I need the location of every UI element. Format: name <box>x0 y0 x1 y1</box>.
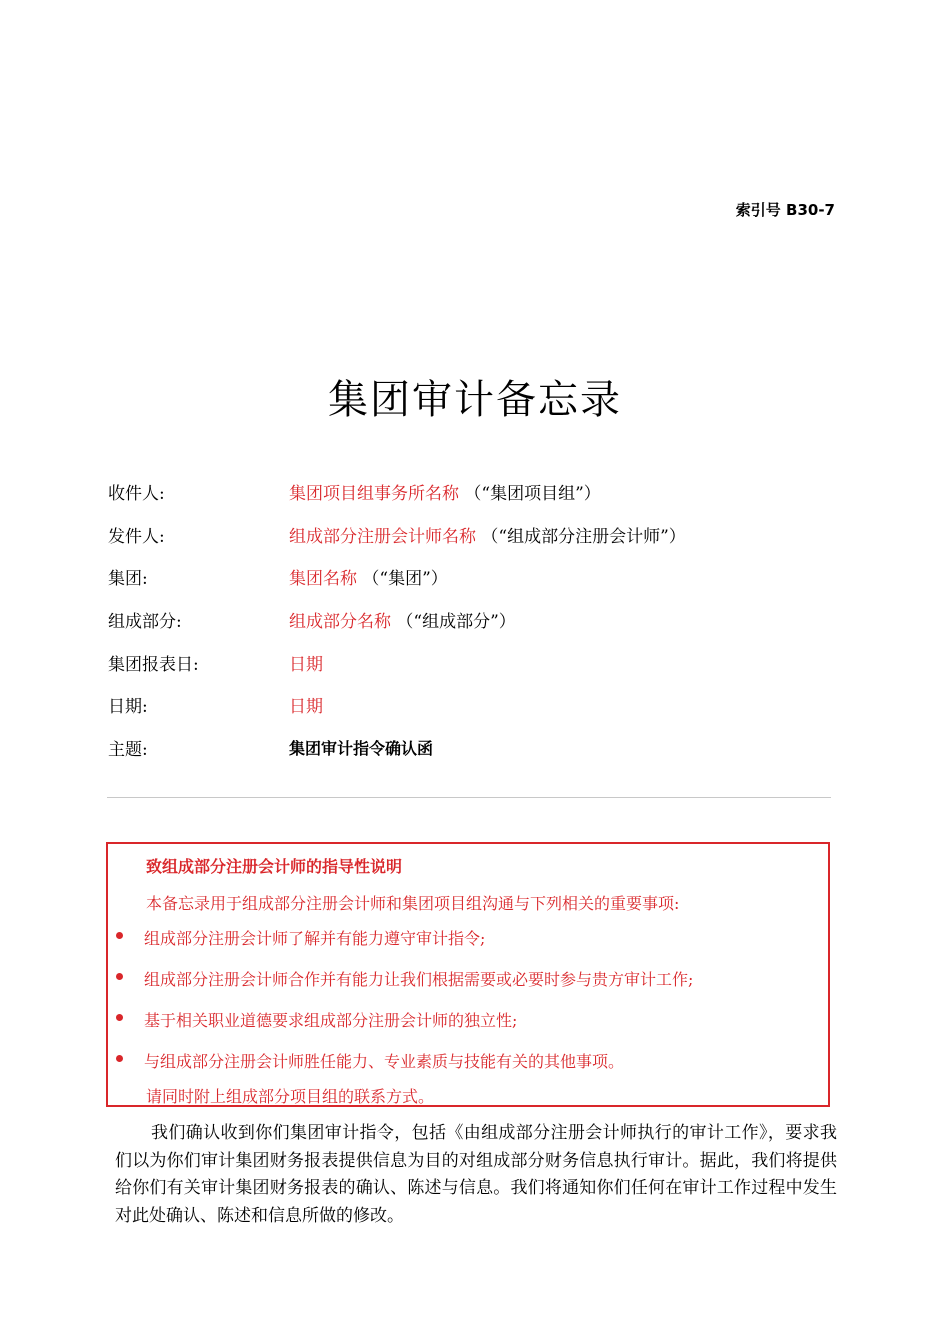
guidance-intro: 本备忘录用于组成部分注册会计师和集团项目组沟通与下列相关的重要事项: <box>146 894 680 913</box>
sender-label: 发件人: <box>108 526 165 547</box>
recipient-row <box>108 470 838 513</box>
confirmation-paragraph: 我们确认收到你们集团审计指令，包括《由组成部分注册会计师执行的审计工作》，要求我们以为你们审计集团财务报表提供信息为目的对组成部分财务信息执行审计。据此，我们将提供给你们有关审计集团财务报表的确认、陈述与信息。我们将通知你们任何在审计工作过程中发生对此处确认、陈述和信息所做的修改。 <box>115 1123 837 1226</box>
report-date-row <box>108 641 838 684</box>
sender-value <box>289 522 686 547</box>
bullet-icon <box>116 1014 123 1021</box>
report-date-value <box>289 650 323 675</box>
bullet-text: 组成部分注册会计师合作并有能力让我们根据需要或必要时参与贵方审计工作; <box>144 970 694 989</box>
component-name: 组成部分名称 <box>289 611 391 632</box>
subject-label: 主题: <box>108 739 148 760</box>
date-value <box>289 692 323 717</box>
date-row <box>108 683 838 726</box>
guidance-box <box>106 842 830 1107</box>
component-value <box>289 607 516 632</box>
group-row <box>108 555 838 598</box>
guidance-title: 致组成部分注册会计师的指导性说明 <box>146 857 403 876</box>
recipient-alias: （“集团项目组”） <box>464 483 601 504</box>
bullet-text: 与组成部分注册会计师胜任能力、专业素质与技能有关的其他事项。 <box>144 1052 625 1071</box>
component-row <box>108 598 838 641</box>
section-divider <box>107 797 831 798</box>
report-date-label: 集团报表日: <box>108 654 199 675</box>
sender-name: 组成部分注册会计师名称 <box>289 526 476 547</box>
sender-alias: （“组成部分注册会计师”） <box>481 526 686 547</box>
recipient-value <box>289 479 601 504</box>
page-title: 集团审计备忘录 <box>328 377 622 423</box>
date-label: 日期: <box>108 697 148 718</box>
subject-row <box>108 726 838 769</box>
bullet-icon <box>116 1055 123 1062</box>
report-date-placeholder: 日期 <box>289 654 323 675</box>
recipient-name: 集团项目组事务所名称 <box>289 483 459 504</box>
bullet-icon <box>116 973 123 980</box>
bullet-text: 组成部分注册会计师了解并有能力遵守审计指令; <box>144 929 486 948</box>
recipient-label: 收件人: <box>108 483 165 504</box>
bullet-text: 基于相关职业道德要求组成部分注册会计师的独立性; <box>144 1011 518 1030</box>
group-alias: （“集团”） <box>362 569 448 590</box>
memo-header-fields <box>108 470 838 769</box>
component-alias: （“组成部分”） <box>396 611 516 632</box>
group-value <box>289 564 448 589</box>
group-name: 集团名称 <box>289 569 357 590</box>
bullet-icon <box>116 932 123 939</box>
component-label: 组成部分: <box>108 611 182 632</box>
index-reference: 索引号 B30-7 <box>735 201 835 219</box>
group-label: 集团: <box>108 569 148 590</box>
guidance-footer: 请同时附上组成部分项目组的联系方式。 <box>146 1087 435 1106</box>
date-placeholder: 日期 <box>289 697 323 718</box>
sender-row <box>108 513 838 556</box>
subject-value: 集团审计指令确认函 <box>289 738 434 758</box>
